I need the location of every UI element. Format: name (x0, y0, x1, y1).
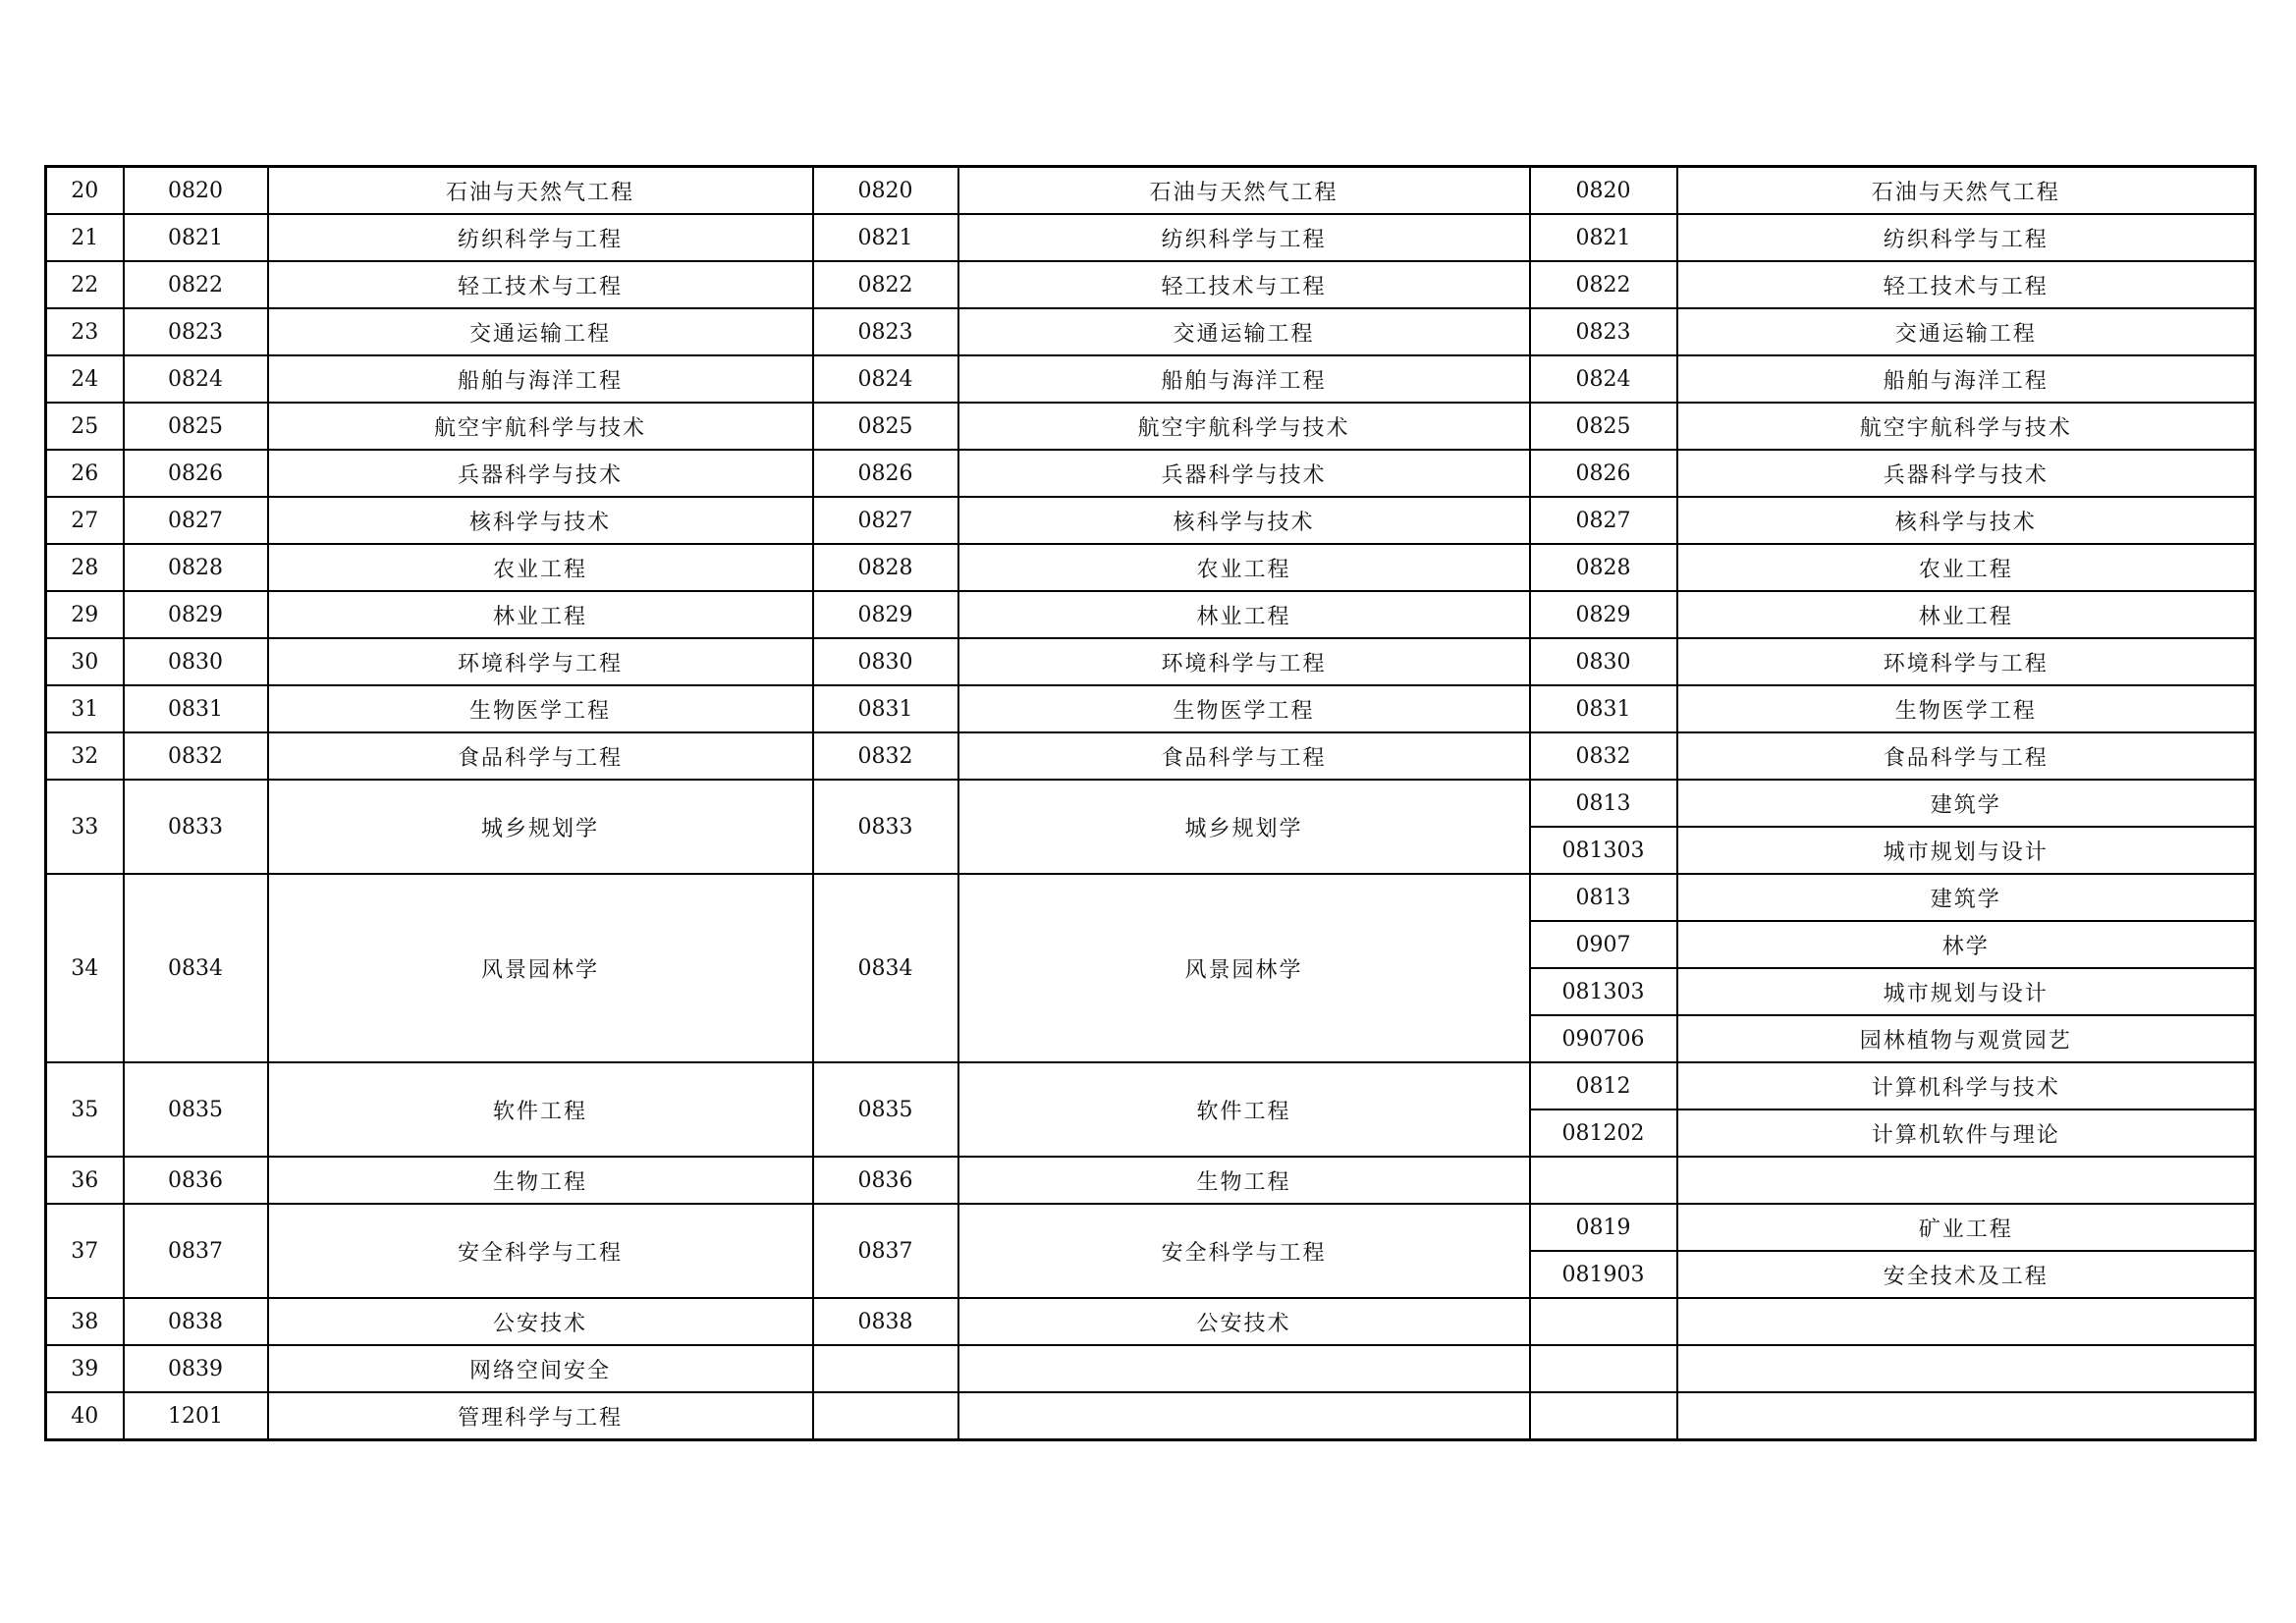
row-number-cell: 29 (46, 591, 124, 638)
prev-code-cell: 0822 (813, 261, 958, 308)
related-code-cell: 0821 (1530, 214, 1677, 261)
new-code-cell: 0839 (124, 1345, 268, 1392)
new-name-cell: 林业工程 (268, 591, 813, 638)
prev-name-cell: 石油与天然气工程 (958, 167, 1530, 215)
table-row (46, 1062, 2256, 1109)
row-number-cell: 34 (46, 874, 124, 1062)
related-name-cell: 城市规划与设计 (1677, 968, 2256, 1015)
row-number-cell: 24 (46, 355, 124, 403)
new-name-cell: 环境科学与工程 (268, 638, 813, 685)
related-name-cell (1677, 1157, 2256, 1204)
related-code-cell: 0825 (1530, 403, 1677, 450)
new-code-cell: 0823 (124, 308, 268, 355)
new-name-cell: 城乡规划学 (268, 780, 813, 874)
table-row (46, 685, 2256, 732)
prev-name-cell: 轻工技术与工程 (958, 261, 1530, 308)
new-code-cell: 0838 (124, 1298, 268, 1345)
row-number-cell: 27 (46, 497, 124, 544)
related-name-cell: 环境科学与工程 (1677, 638, 2256, 685)
table-row (46, 1204, 2256, 1251)
table-row (46, 497, 2256, 544)
prev-code-cell: 0835 (813, 1062, 958, 1157)
prev-name-cell: 软件工程 (958, 1062, 1530, 1157)
table-row (46, 450, 2256, 497)
prev-code-cell: 0831 (813, 685, 958, 732)
table-row (46, 591, 2256, 638)
new-code-cell: 0822 (124, 261, 268, 308)
new-code-cell: 0828 (124, 544, 268, 591)
prev-code-cell: 0820 (813, 167, 958, 215)
new-name-cell: 船舶与海洋工程 (268, 355, 813, 403)
prev-name-cell: 风景园林学 (958, 874, 1530, 1062)
new-name-cell: 兵器科学与技术 (268, 450, 813, 497)
related-code-cell: 0812 (1530, 1062, 1677, 1109)
related-code-cell (1530, 1298, 1677, 1345)
related-code-cell: 0907 (1530, 921, 1677, 968)
prev-code-cell: 0826 (813, 450, 958, 497)
prev-name-cell: 林业工程 (958, 591, 1530, 638)
related-code-cell: 0813 (1530, 874, 1677, 921)
prev-name-cell: 兵器科学与技术 (958, 450, 1530, 497)
new-name-cell: 石油与天然气工程 (268, 167, 813, 215)
prev-name-cell (958, 1392, 1530, 1440)
new-name-cell: 生物医学工程 (268, 685, 813, 732)
prev-code-cell: 0830 (813, 638, 958, 685)
prev-name-cell: 交通运输工程 (958, 308, 1530, 355)
related-code-cell: 081303 (1530, 968, 1677, 1015)
prev-name-cell: 纺织科学与工程 (958, 214, 1530, 261)
related-code-cell: 0826 (1530, 450, 1677, 497)
new-name-cell: 管理科学与工程 (268, 1392, 813, 1440)
prev-code-cell: 0837 (813, 1204, 958, 1298)
new-name-cell: 生物工程 (268, 1157, 813, 1204)
row-number-cell: 33 (46, 780, 124, 874)
prev-name-cell: 环境科学与工程 (958, 638, 1530, 685)
related-code-cell: 0827 (1530, 497, 1677, 544)
prev-name-cell (958, 1345, 1530, 1392)
related-name-cell: 安全技术及工程 (1677, 1251, 2256, 1298)
row-number-cell: 20 (46, 167, 124, 215)
related-code-cell: 0830 (1530, 638, 1677, 685)
table-row (46, 1157, 2256, 1204)
prev-name-cell: 食品科学与工程 (958, 732, 1530, 780)
new-code-cell: 0834 (124, 874, 268, 1062)
prev-name-cell: 船舶与海洋工程 (958, 355, 1530, 403)
new-code-cell: 0820 (124, 167, 268, 215)
related-name-cell: 生物医学工程 (1677, 685, 2256, 732)
related-name-cell: 林学 (1677, 921, 2256, 968)
related-name-cell: 船舶与海洋工程 (1677, 355, 2256, 403)
related-name-cell: 园林植物与观赏园艺 (1677, 1015, 2256, 1062)
new-code-cell: 0831 (124, 685, 268, 732)
related-name-cell: 农业工程 (1677, 544, 2256, 591)
new-name-cell: 农业工程 (268, 544, 813, 591)
related-code-cell: 0822 (1530, 261, 1677, 308)
table-row (46, 638, 2256, 685)
related-code-cell: 081903 (1530, 1251, 1677, 1298)
new-code-cell: 0824 (124, 355, 268, 403)
new-name-cell: 交通运输工程 (268, 308, 813, 355)
prev-name-cell: 生物工程 (958, 1157, 1530, 1204)
row-number-cell: 30 (46, 638, 124, 685)
row-number-cell: 21 (46, 214, 124, 261)
discipline-comparison-table (44, 165, 2257, 1441)
prev-code-cell: 0821 (813, 214, 958, 261)
related-name-cell (1677, 1298, 2256, 1345)
related-code-cell: 0824 (1530, 355, 1677, 403)
new-name-cell: 软件工程 (268, 1062, 813, 1157)
related-code-cell: 0829 (1530, 591, 1677, 638)
related-name-cell: 计算机软件与理论 (1677, 1109, 2256, 1157)
related-code-cell: 081303 (1530, 827, 1677, 874)
related-name-cell: 兵器科学与技术 (1677, 450, 2256, 497)
row-number-cell: 40 (46, 1392, 124, 1440)
row-number-cell: 31 (46, 685, 124, 732)
related-name-cell: 计算机科学与技术 (1677, 1062, 2256, 1109)
related-code-cell: 081202 (1530, 1109, 1677, 1157)
related-code-cell: 0819 (1530, 1204, 1677, 1251)
row-number-cell: 28 (46, 544, 124, 591)
related-name-cell: 建筑学 (1677, 780, 2256, 827)
table-body (46, 167, 2256, 1440)
related-code-cell: 0823 (1530, 308, 1677, 355)
related-code-cell: 0813 (1530, 780, 1677, 827)
new-name-cell: 网络空间安全 (268, 1345, 813, 1392)
new-name-cell: 航空宇航科学与技术 (268, 403, 813, 450)
related-code-cell: 0831 (1530, 685, 1677, 732)
related-code-cell (1530, 1157, 1677, 1204)
related-name-cell: 城市规划与设计 (1677, 827, 2256, 874)
related-name-cell: 交通运输工程 (1677, 308, 2256, 355)
new-name-cell: 公安技术 (268, 1298, 813, 1345)
related-code-cell: 090706 (1530, 1015, 1677, 1062)
table-row (46, 355, 2256, 403)
row-number-cell: 38 (46, 1298, 124, 1345)
related-code-cell (1530, 1392, 1677, 1440)
row-number-cell: 25 (46, 403, 124, 450)
new-code-cell: 0821 (124, 214, 268, 261)
related-name-cell: 纺织科学与工程 (1677, 214, 2256, 261)
table-row (46, 167, 2256, 215)
table-row (46, 308, 2256, 355)
related-name-cell: 核科学与技术 (1677, 497, 2256, 544)
table-row (46, 214, 2256, 261)
new-code-cell: 0836 (124, 1157, 268, 1204)
related-name-cell (1677, 1345, 2256, 1392)
prev-code-cell (813, 1392, 958, 1440)
prev-name-cell: 公安技术 (958, 1298, 1530, 1345)
new-code-cell: 0826 (124, 450, 268, 497)
row-number-cell: 36 (46, 1157, 124, 1204)
prev-code-cell: 0832 (813, 732, 958, 780)
related-code-cell (1530, 1345, 1677, 1392)
new-name-cell: 安全科学与工程 (268, 1204, 813, 1298)
prev-code-cell: 0833 (813, 780, 958, 874)
related-name-cell (1677, 1392, 2256, 1440)
related-code-cell: 0832 (1530, 732, 1677, 780)
related-name-cell: 航空宇航科学与技术 (1677, 403, 2256, 450)
new-name-cell: 轻工技术与工程 (268, 261, 813, 308)
prev-code-cell: 0834 (813, 874, 958, 1062)
related-name-cell: 食品科学与工程 (1677, 732, 2256, 780)
table-row (46, 544, 2256, 591)
new-code-cell: 0825 (124, 403, 268, 450)
new-code-cell: 0830 (124, 638, 268, 685)
related-name-cell: 轻工技术与工程 (1677, 261, 2256, 308)
row-number-cell: 26 (46, 450, 124, 497)
table-row (46, 1392, 2256, 1440)
related-name-cell: 林业工程 (1677, 591, 2256, 638)
new-code-cell: 1201 (124, 1392, 268, 1440)
prev-code-cell: 0838 (813, 1298, 958, 1345)
related-name-cell: 矿业工程 (1677, 1204, 2256, 1251)
table-row (46, 732, 2256, 780)
table-row (46, 780, 2256, 827)
new-code-cell: 0827 (124, 497, 268, 544)
row-number-cell: 22 (46, 261, 124, 308)
prev-code-cell: 0828 (813, 544, 958, 591)
row-number-cell: 23 (46, 308, 124, 355)
new-name-cell: 核科学与技术 (268, 497, 813, 544)
row-number-cell: 35 (46, 1062, 124, 1157)
related-code-cell: 0828 (1530, 544, 1677, 591)
related-code-cell: 0820 (1530, 167, 1677, 215)
prev-name-cell: 生物医学工程 (958, 685, 1530, 732)
new-code-cell: 0829 (124, 591, 268, 638)
row-number-cell: 37 (46, 1204, 124, 1298)
new-name-cell: 食品科学与工程 (268, 732, 813, 780)
table-row (46, 1345, 2256, 1392)
prev-code-cell: 0829 (813, 591, 958, 638)
table-row (46, 1298, 2256, 1345)
prev-code-cell: 0836 (813, 1157, 958, 1204)
prev-code-cell: 0823 (813, 308, 958, 355)
table-row (46, 261, 2256, 308)
prev-name-cell: 农业工程 (958, 544, 1530, 591)
new-name-cell: 风景园林学 (268, 874, 813, 1062)
table-row (46, 874, 2256, 921)
table-row (46, 403, 2256, 450)
prev-name-cell: 安全科学与工程 (958, 1204, 1530, 1298)
prev-name-cell: 航空宇航科学与技术 (958, 403, 1530, 450)
prev-name-cell: 城乡规划学 (958, 780, 1530, 874)
prev-code-cell: 0824 (813, 355, 958, 403)
prev-code-cell: 0825 (813, 403, 958, 450)
new-name-cell: 纺织科学与工程 (268, 214, 813, 261)
prev-code-cell (813, 1345, 958, 1392)
new-code-cell: 0835 (124, 1062, 268, 1157)
prev-code-cell: 0827 (813, 497, 958, 544)
related-name-cell: 石油与天然气工程 (1677, 167, 2256, 215)
new-code-cell: 0837 (124, 1204, 268, 1298)
new-code-cell: 0833 (124, 780, 268, 874)
new-code-cell: 0832 (124, 732, 268, 780)
row-number-cell: 39 (46, 1345, 124, 1392)
row-number-cell: 32 (46, 732, 124, 780)
related-name-cell: 建筑学 (1677, 874, 2256, 921)
prev-name-cell: 核科学与技术 (958, 497, 1530, 544)
